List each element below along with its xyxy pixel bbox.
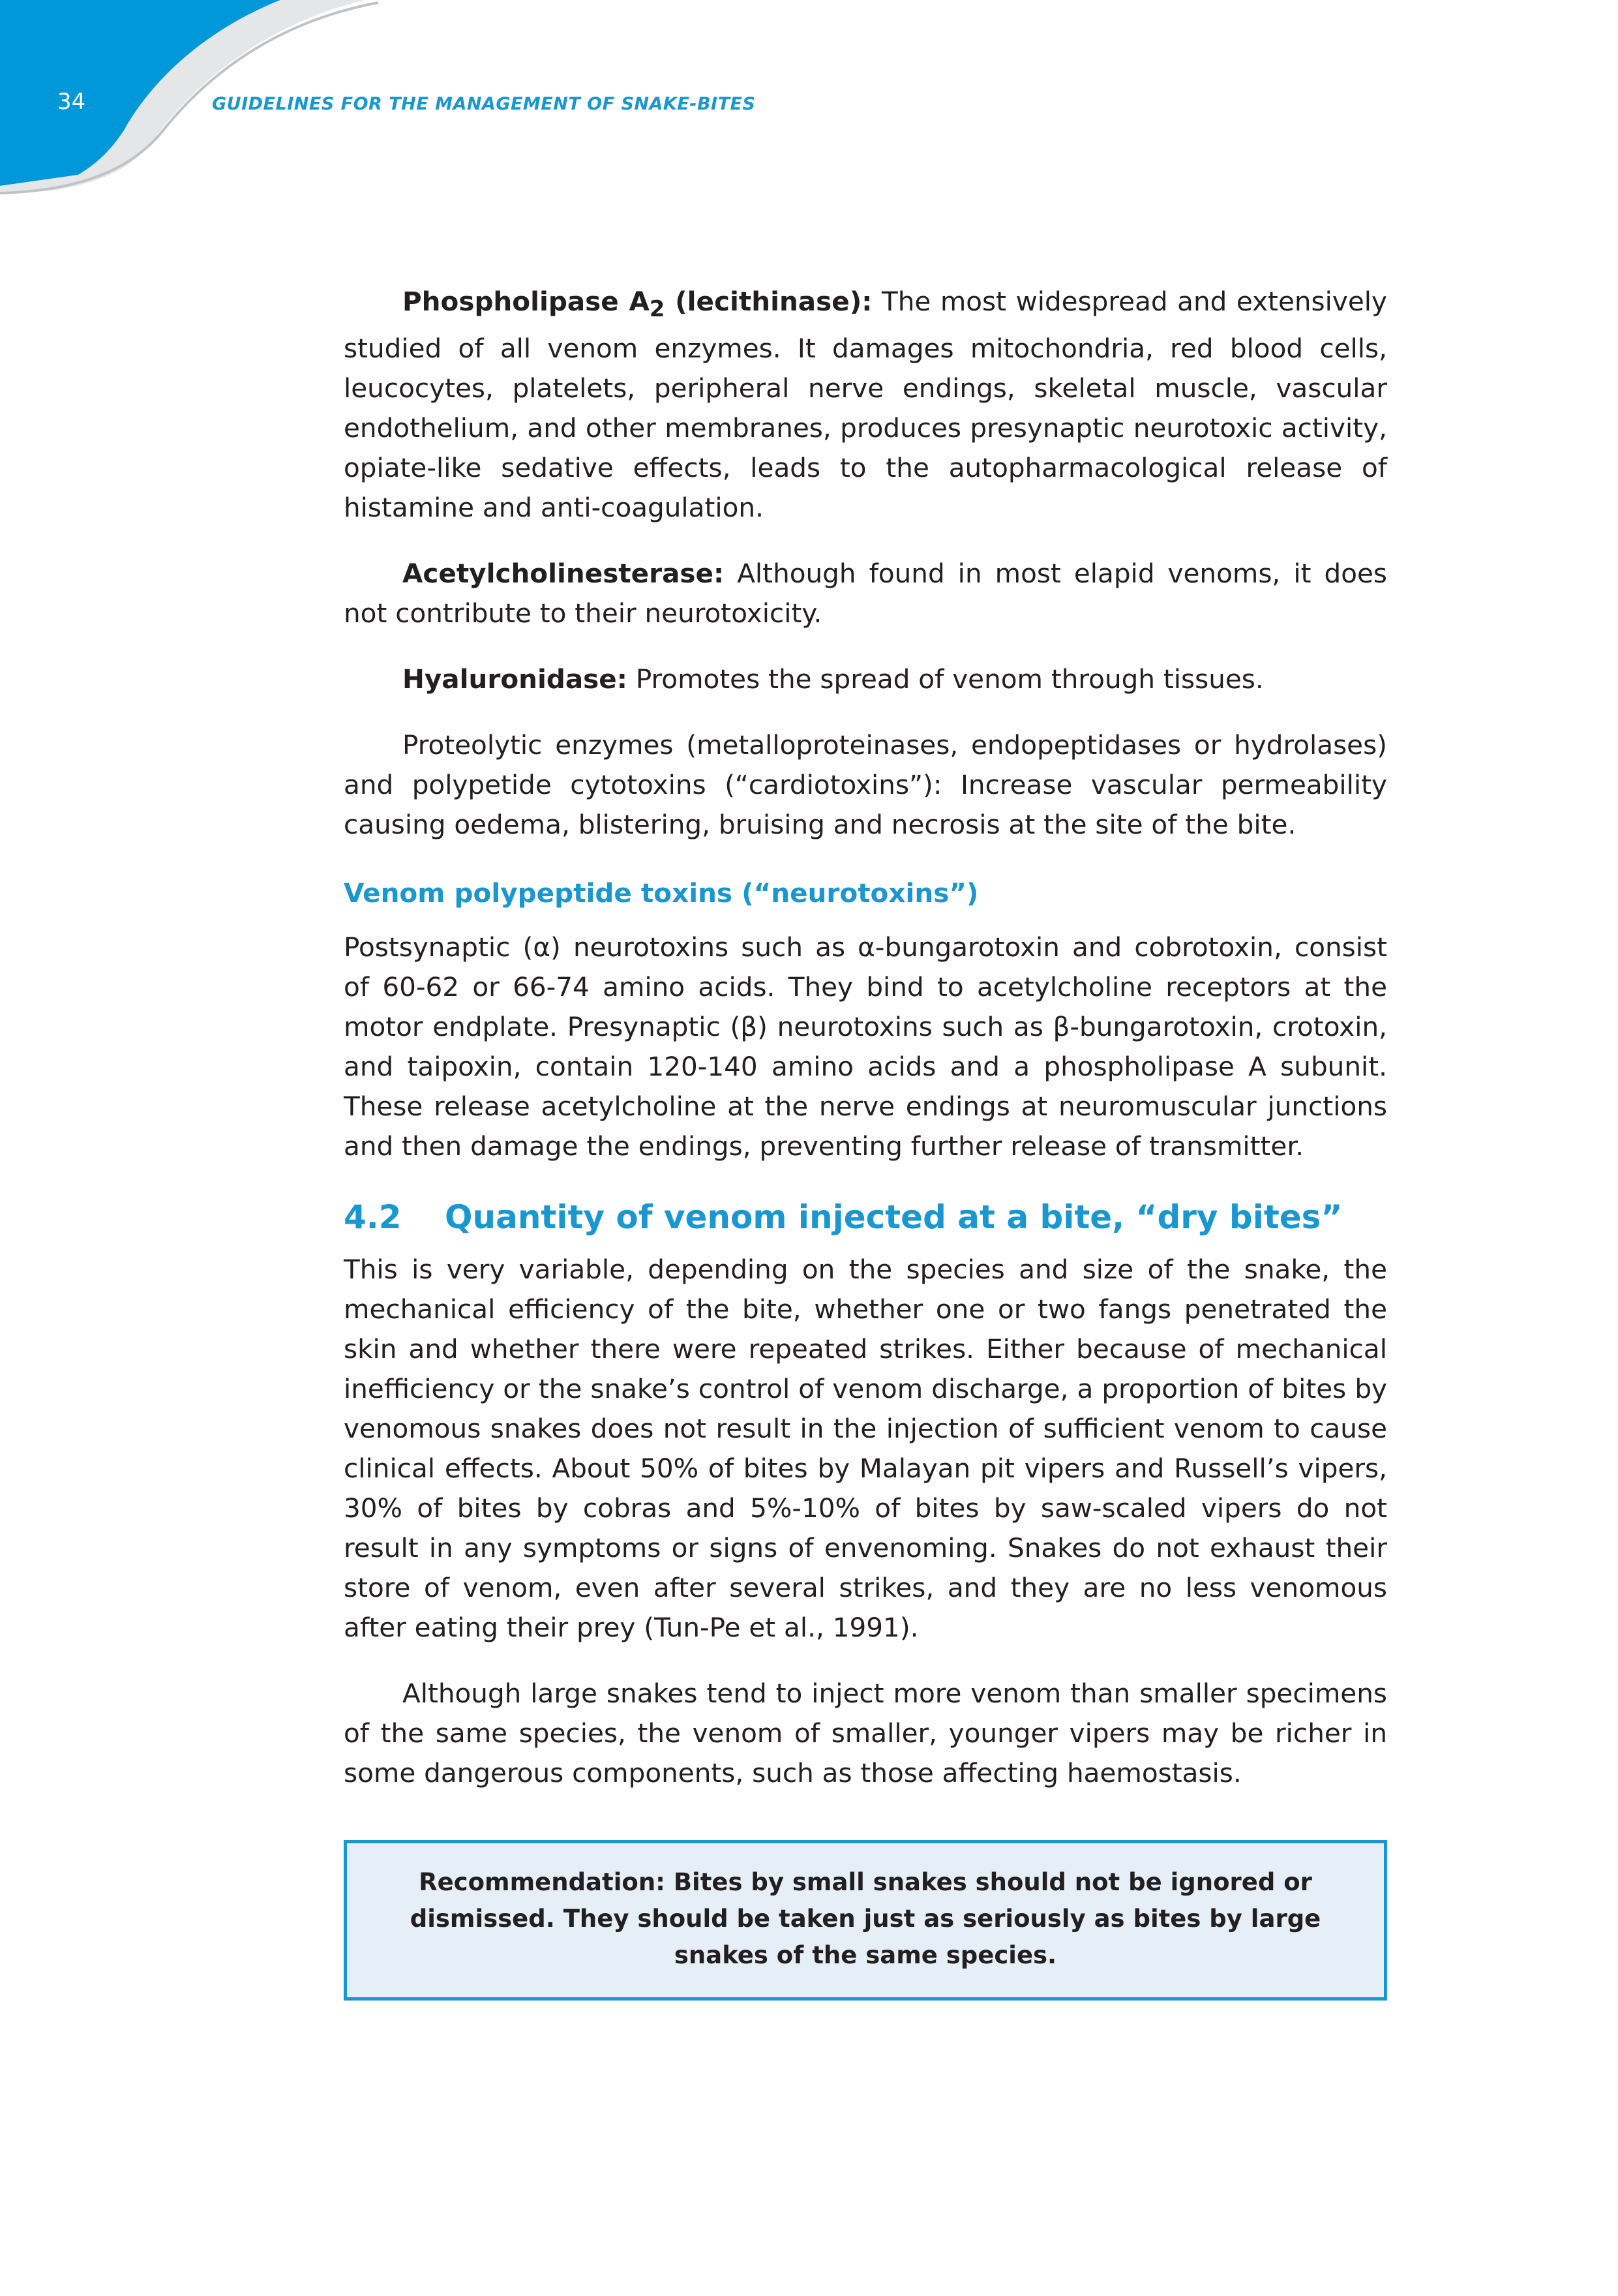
proteolytic-paragraph: Proteolytic enzymes (metalloproteinases, endopeptidases or hydrolases) and polypetide cytotoxins (“cardiotoxins”): Increase vascular permeability causing oedema, blistering, bruising and necrosis at the site of the bite.: [344, 729, 1387, 841]
hyaluronidase-text: Promotes the spread of venom through tissues.: [627, 663, 1264, 695]
hyaluronidase-paragraph: [344, 659, 1387, 699]
acetylcholinesterase-paragraph: [344, 554, 1387, 633]
section-paragraph-2: Although large snakes tend to inject more venom than smaller specimens of the same species, the venom of smaller, younger vipers may be richer in some dangerous components, such as those affecting haemostasis.: [344, 1678, 1387, 1789]
acetylcholinesterase-text: Although found in most elapid venoms, it does not contribute to their neurotoxicity.: [344, 558, 1387, 629]
running-header: GUIDELINES FOR THE MANAGEMENT OF SNAKE-BITES: [212, 94, 756, 114]
neurotoxins-subheading: Venom polypeptide toxins (“neurotoxins”): [344, 877, 979, 909]
phospholipase-subscript: 2: [649, 296, 665, 322]
section-title: Quantity of venom injected at a bite, “dry bites”: [445, 1198, 1343, 1237]
section-heading: [344, 1194, 1387, 1241]
phospholipase-term: Phospholipase $A_2$ (lecithinase):: [402, 286, 873, 322]
hyaluronidase-term: Hyaluronidase:: [402, 663, 627, 695]
phospholipase-text: The most widespread and extensively studied of all venom enzymes. It damages mitochondria, red blood cells, leucocytes, platelets, peripheral nerve endings, skeletal muscle, vascular endothelium, and other membranes, produces presynaptic neurotoxic activity, opiate-like sedative effects, leads to the autopharmacological release of histamine and anti-coagulation.: [344, 286, 1387, 524]
acetylcholinesterase-term: Acetylcholinesterase:: [402, 558, 725, 590]
section-paragraph-1: This is very variable, depending on the species and size of the snake, the mechanical efficiency of the bite, whether one or two fangs penetrated the skin and whether there were repeated strikes. Either because of mechanical inefficiency or the snake’s control of venom discharge, a proportion of bites by venomous snakes does not result in the injection of sufficient venom to cause clinical effects. About 50% of bites by Malayan pit vipers and Russell’s vipers, 30% of bites by cobras and 5%-10% of bites by saw-scaled vipers do not result in any symptoms or signs of envenoming. Snakes do not exhaust their store of venom, even after several strikes, and they are no less venomous after eating their prey (Tun-Pe et al., 1991).: [344, 1254, 1387, 1644]
section-number: 4.2: [344, 1198, 402, 1237]
recommendation-box: Recommendation: Bites by small snakes should not be ignored or dismissed. They should be taken just as seriously as bites by large snakes of the same species.: [344, 1840, 1387, 2001]
phospholipase-paragraph: [344, 282, 1387, 528]
neurotoxins-paragraph: Postsynaptic (α) neurotoxins such as α-bungarotoxin and cobrotoxin, consist of 60-62 or 66-74 amino acids. They bind to acetylcholine receptors at the motor endplate. Presynaptic (β) neurotoxins such as β-bungarotoxin, crotoxin, and taipoxin, contain 120-140 amino acids and a phospholipase A subunit. These release acetylcholine at the nerve endings at neuromuscular junctions and then damage the endings, preventing further release of transmitter.: [344, 931, 1387, 1162]
page-content: [344, 282, 1387, 2001]
page-number: 34: [57, 89, 86, 115]
